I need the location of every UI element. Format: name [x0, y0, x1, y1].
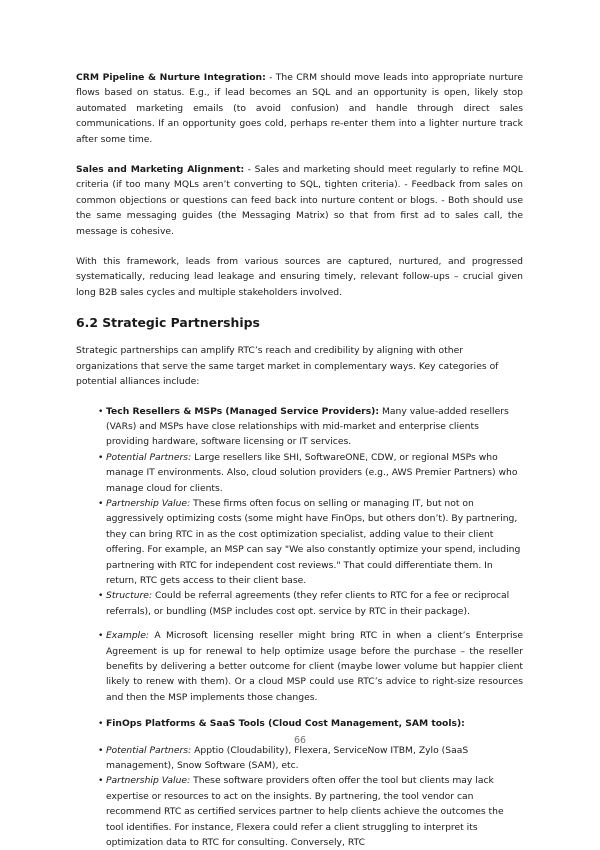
- framework-paragraph: With this framework, leads from various sources are captured, nurtured, and progressed systematically, reducing lead leakage and ensuring timely, relevant follow-ups – crucial given long B2B sales cycles and multiple stakeholders involved.: [76, 254, 523, 300]
- list-item-finops-value: [98, 773, 523, 850]
- page-number: 66: [0, 735, 600, 746]
- list-item-finops-title: [98, 716, 523, 731]
- section-intro: Strategic partnerships can amplify RTC’s reach and credibility by aligning with other organizations that serve the same target market in complementary ways. Key categories of potential alliances include:: [76, 343, 523, 389]
- list-item-finops-partners: [98, 743, 523, 774]
- finops-title: FinOps Platforms & SaaS Tools (Cloud Cost Management, SAM tools):: [106, 718, 465, 729]
- tech-value-label: Partnership Value:: [106, 498, 190, 509]
- tech-title: Tech Resellers & MSPs (Managed Service Providers):: [106, 406, 379, 417]
- tech-partners-label: Potential Partners:: [106, 452, 191, 463]
- finops-value-text: These software providers often offer the tool but clients may lack expertise or resources to act on the insights. By partnering, the tool vendor can recommend RTC as certified services partner to help clients achieve the outcomes the tool identifies. For instance, Flexera could refer a client struggling to interpret its optimization data to RTC for consulting. Conversely, RTC: [106, 775, 504, 848]
- crm-label: CRM Pipeline & Nurture Integration:: [76, 72, 266, 83]
- alignment-label: Sales and Marketing Alignment:: [76, 164, 244, 175]
- crm-paragraph: [76, 70, 523, 147]
- page-content: [76, 70, 523, 850]
- bullet-icon: •: [98, 628, 103, 643]
- bullet-icon: •: [98, 588, 103, 603]
- finops-partners-text: Apptio (Cloudability), Flexera, ServiceNow ITBM, Zylo (SaaS management), Snow Software (SAM), etc.: [106, 745, 468, 771]
- bullet-icon: •: [98, 450, 103, 465]
- tech-structure-label: Structure:: [106, 590, 152, 601]
- bullet-icon: •: [98, 496, 103, 511]
- list-item-tech-title: [98, 404, 523, 450]
- tech-partners-text: Large resellers like SHI, SoftwareONE, CDW, or regional MSPs who manage IT environments. Also, cloud solution providers (e.g., AWS Premier Partners) who manage cloud for clients.: [106, 452, 517, 494]
- tech-example-text: A Microsoft licensing reseller might bring RTC in when a client’s Enterprise Agreement is up for renewal to help optimize usage before the purchase – the reseller benefits by delivering a better outcome for client (maybe lower volume but happier client likely to renew with them). Or a cloud MSP could use RTC’s advice to right-size resources and then the MSP implements those changes.: [106, 630, 523, 703]
- list-item-tech-partners: [98, 450, 523, 496]
- crm-text: - The CRM should move leads into appropriate nurture flows based on status. E.g., if lead becomes an SQL and an opportunity is open, likely stop automated marketing emails (to avoid confusion) and handle through direct sales communications. If an opportunity goes cold, perhaps re-enter them into a lighter nurture track after some time.: [76, 72, 523, 145]
- bullet-icon: •: [98, 716, 103, 731]
- finops-partners-label: Potential Partners:: [106, 745, 191, 756]
- alignment-text: - Sales and marketing should meet regularly to refine MQL criteria (if too many MQLs aren’t converting to SQL, tighten criteria). - Feedback from sales on common objections or questions can feed back into nurture content or blogs. - Both should use the same messaging guides (the Messaging Matrix) so that from first ad to sales call, the message is cohesive.: [76, 164, 523, 237]
- list-item-tech-value: [98, 496, 523, 588]
- list-item-tech-structure: [98, 588, 523, 619]
- finops-value-label: Partnership Value:: [106, 775, 190, 786]
- tech-title-rest: Many value-added resellers (VARs) and MSPs have close relationships with mid-market and enterprise clients providing hardware, software licensing or IT services.: [106, 406, 509, 448]
- tech-value-text: These firms often focus on selling or managing IT, but not on aggressively optimizing costs (some might have FinOps, but others don’t). By partnering, they can bring RTC in as the cost optimization specialist, adding value to their client offering. For example, an MSP can say "We also constantly optimize your spend, including partnering with RTC for independent cost reviews." That could differentiate them. In return, RTC gets access to their client base.: [106, 498, 520, 586]
- bullet-icon: •: [98, 773, 103, 788]
- section-heading: 6.2 Strategic Partnerships: [76, 315, 523, 331]
- bullet-icon: •: [98, 404, 103, 419]
- tech-example-label: Example:: [106, 630, 149, 641]
- alignment-paragraph: [76, 162, 523, 239]
- list-item-tech-example: [98, 628, 523, 705]
- tech-list: [76, 404, 523, 850]
- bullet-icon: •: [98, 743, 103, 758]
- tech-structure-text: Could be referral agreements (they refer clients to RTC for a fee or reciprocal referrals), or bundling (MSP includes cost opt. service by RTC in their package).: [106, 590, 509, 616]
